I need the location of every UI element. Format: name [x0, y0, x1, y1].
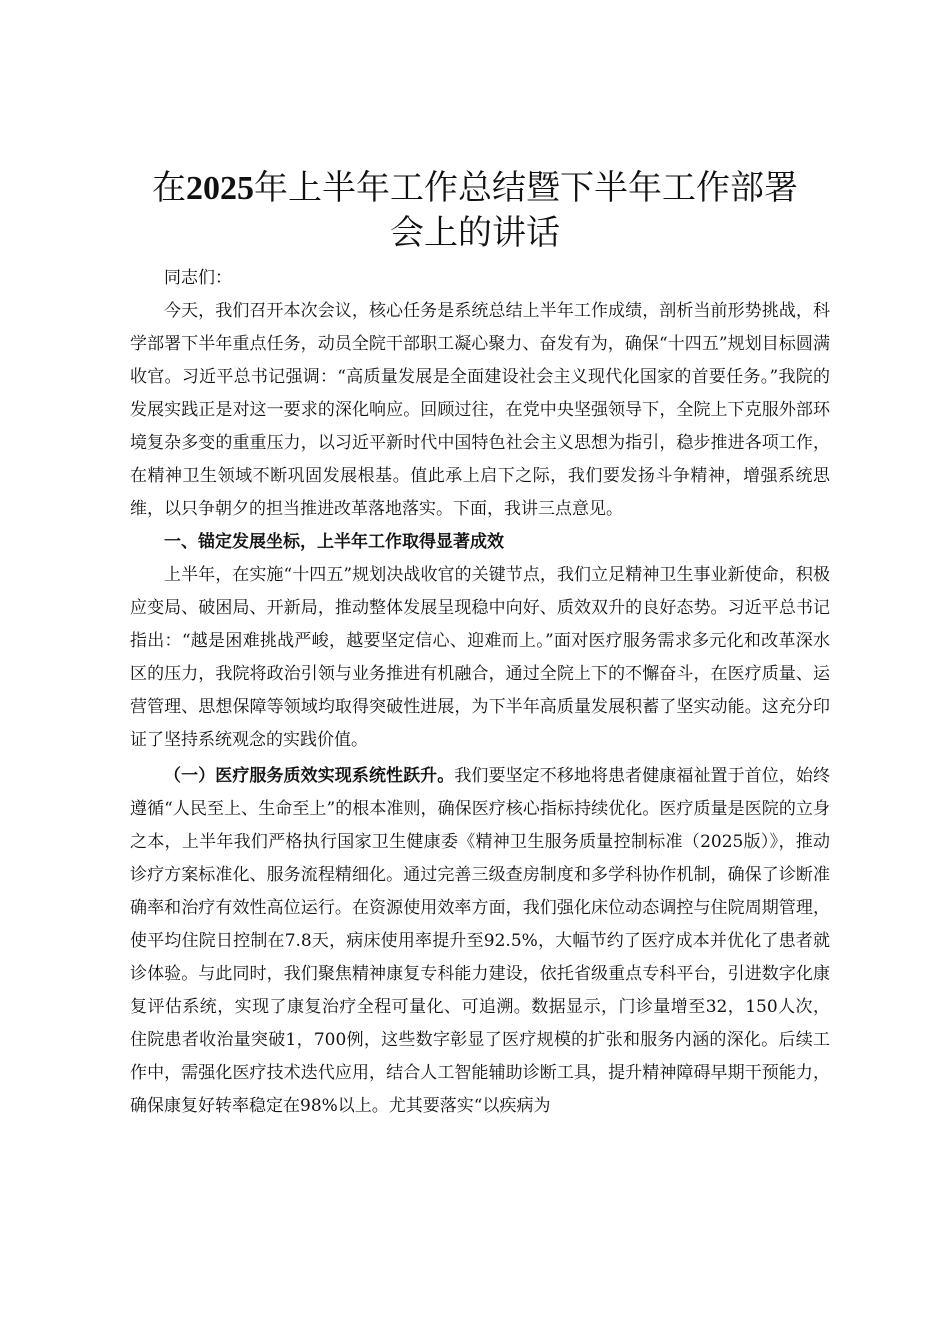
title-prefix: 在: [152, 168, 186, 208]
intro-paragraph: 今天，我们召开本次会议，核心任务是系统总结上半年工作成绩，剖析当前形势挑战，科学部署下半年重点任务，动员全院干部职工凝心聚力、奋发有为，确保“十四五”规划目标圆满收官。习近平总书记强调：“高质量发展是全面建设社会主义现代化国家的首要任务。”我院的发展实践正是对这一要求的深化响应。回顾过往，在党中央坚强领导下，全院上下克服外部环境复杂多变的重重压力，以习近平新时代中国特色社会主义思想为指引，稳步推进各项工作，在精神卫生领域不断巩固发展根基。值此承上启下之际，我们要发扬斗争精神，增强系统思维，以只争朝夕的担当推进改革落地落实。下面，我讲三点意见。: [130, 301, 830, 519]
document-title: [120, 166, 830, 255]
subsection-1-heading: （一）医疗服务质效实现系统性跃升。: [164, 766, 455, 786]
subsection-1-paragraph: [130, 760, 830, 1123]
subsection-1-text: 我们要坚定不移地将患者健康福祉置于首位，始终遵循“人民至上、生命至上”的根本准则，确保医疗核心指标持续优化。医疗质量是医院的立身之本，上半年我们严格执行国家卫生健康委《精神卫生服务质量控制标准（2025版）》，推动诊疗方案标准化、服务流程精细化。通过完善三级查房制度和多学科协作机制，确保了诊断准确率和治疗有效性高位运行。在资源使用效率方面，我们强化床位动态调控与住院周期管理，使平均住院日控制在7.8天，病床使用率提升至92.5%，大幅节约了医疗成本并优化了患者就诊体验。与此同时，我们聚焦精神康复专科能力建设，依托省级重点专科平台，引进数字化康复评估系统，实现了康复治疗全程可量化、可追溯。数据显示，门诊量增至32，150人次，住院患者收治量突破1，700例，这些数字彰显了医疗规模的扩张和服务内涵的深化。后续工作中，需强化医疗技术迭代应用，结合人工智能辅助诊断工具，提升精神障碍早期干预能力，确保康复好转率稳定在98%以上。尤其要落实“以疾病为: [130, 766, 831, 1116]
document-body: [130, 262, 830, 1123]
section-1-heading: 一、锚定发展坐标，上半年工作取得显著成效: [164, 532, 504, 552]
title-line1-rest: 年上半年工作总结暨下半年工作部署: [254, 168, 798, 208]
title-line2: 会上的讲话: [390, 213, 560, 253]
greeting: 同志们：: [164, 268, 232, 288]
section-1-paragraph: 上半年，在实施“十四五”规划决战收官的关键节点，我们立足精神卫生事业新使命，积极应变局、破困局、开新局，推动整体发展呈现稳中向好、质效双升的良好态势。习近平总书记指出：“越是困难挑战严峻，越要坚定信心、迎难而上。”面对医疗服务需求多元化和改革深水区的压力，我院将政治引领与业务推进有机融合，通过全院上下的不懈奋斗，在医疗质量、运营管理、思想保障等领域均取得突破性进展，为下半年高质量发展积蓄了坚实动能。这充分印证了坚持系统观念的实践价值。: [130, 565, 830, 750]
title-year: 2025: [186, 170, 254, 207]
